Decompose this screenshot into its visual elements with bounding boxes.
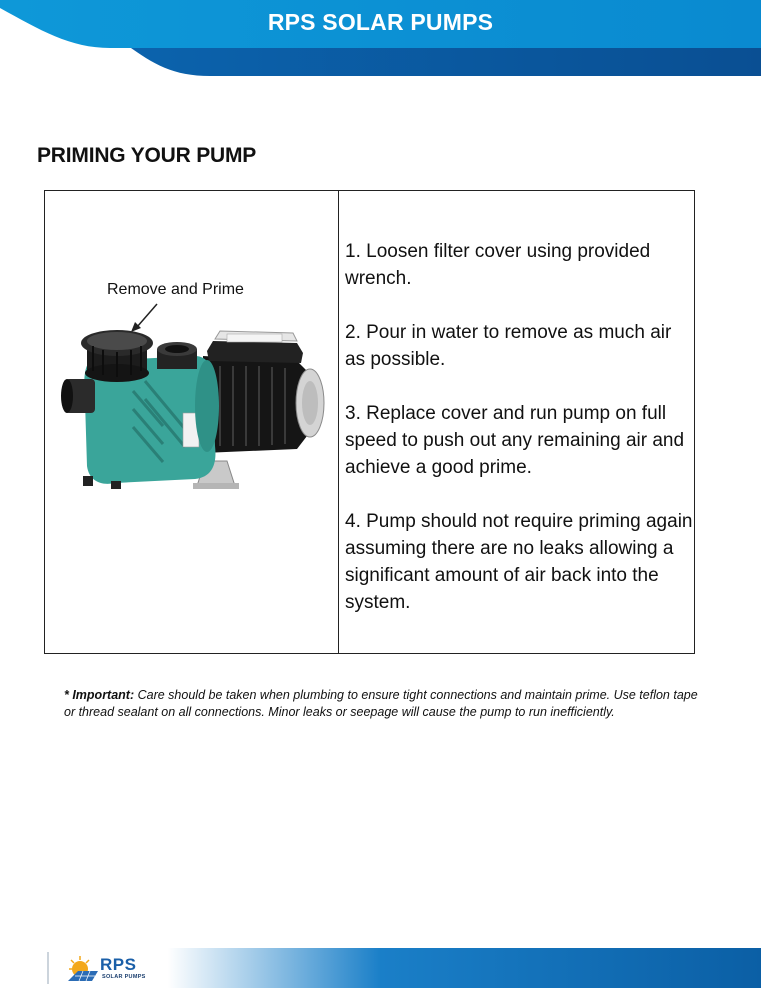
- pump-illustration: [45, 191, 338, 653]
- page-title: PRIMING YOUR PUMP: [37, 144, 257, 167]
- steps-list: [345, 238, 693, 643]
- step-1: 1. Loosen filter cover using provided wrench.: [345, 241, 651, 289]
- step-2: 2. Pour in water to remove as much air as possible.: [345, 322, 672, 370]
- callout-label: Remove and Prime: [107, 281, 244, 298]
- note-label: * Important:: [64, 688, 135, 702]
- logo-text: RPS: [100, 955, 137, 974]
- step-4: 4. Pump should not require priming again assuming there are no leaks allowing a significant amount of air back into the system.: [345, 511, 693, 613]
- priming-table: [44, 190, 695, 654]
- logo-sun-icon: [66, 955, 102, 985]
- page-header: [0, 0, 761, 80]
- logo-subtext: SOLAR PUMPS: [102, 974, 146, 980]
- step-3: 3. Replace cover and run pump on full speed to push out any remaining air and achieve a good prime.: [345, 403, 685, 478]
- footer-logo: [66, 955, 146, 985]
- pump-image-cell: [45, 191, 338, 653]
- callout-arrow: [137, 304, 157, 327]
- note-text: Care should be taken when plumbing to ensure tight connections and maintain prime. Use teflon tape or thread sealant on all connections. Minor leaks or seepage will cause the pump to run inefficiently.: [64, 688, 698, 719]
- important-note: [64, 687, 704, 720]
- header-title: RPS SOLAR PUMPS: [267, 9, 494, 35]
- table-column-divider: [338, 191, 339, 653]
